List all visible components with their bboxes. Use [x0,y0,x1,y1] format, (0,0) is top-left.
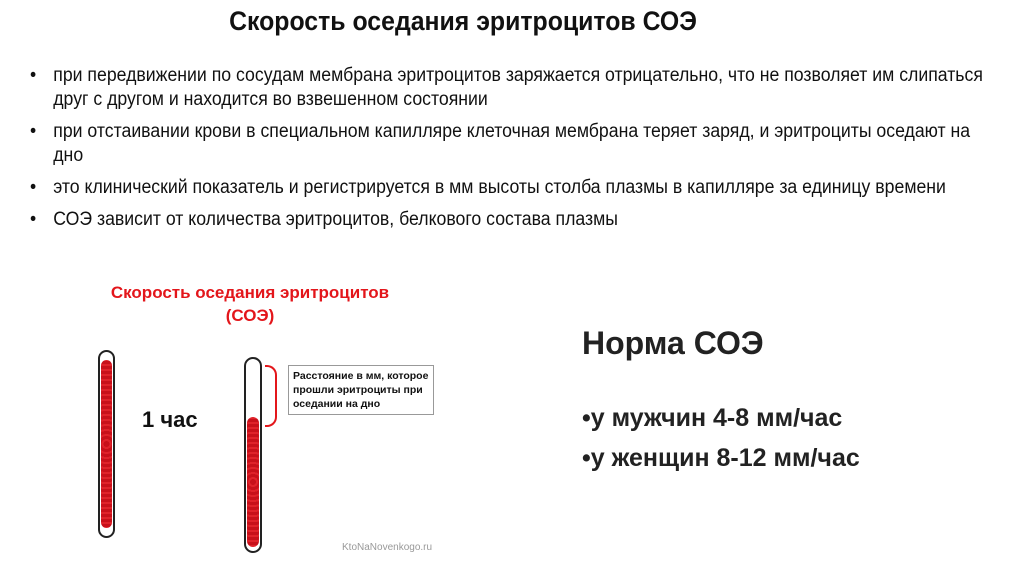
esr-illustration [60,275,440,570]
bracket-icon [265,365,277,427]
test-tube-before [98,350,115,538]
figure-title: Скорость оседания эритроцитов (СОЭ) [110,283,390,325]
norm-list [582,398,860,478]
bullet-item: • это клинический показатель и регистрируется в мм высоты столба плазмы в капилляре за единицу времени [30,176,983,200]
bullet-item: • при передвижении по сосудам мембрана эритроцитов заряжается отрицательно, что не позволяет им слипаться друг с другом и находится во взвешенном состоянии [30,64,983,112]
bullet-list [30,64,990,240]
norm-item-women: •у женщин 8-12 мм/час [582,444,860,472]
bullet-item: • при отстаивании крови в специальном капилляре клеточная мембрана теряет заряд, и эритроциты оседают на дно [30,120,983,168]
watermark: KtoNaNovenkogo.ru [342,542,433,553]
test-tube-after [244,357,262,553]
distance-note: Расстояние в мм, которое прошли эритроциты при оседании на дно [288,365,434,415]
slide-title: Скорость оседания эритроцитов СОЭ [229,6,697,36]
bullet-item: • СОЭ зависит от количества эритроцитов, белкового состава плазмы [30,208,983,232]
norm-item-men: •у мужчин 4-8 мм/час [582,404,843,432]
norm-heading: Норма СОЭ [582,325,764,361]
time-label: 1 час [142,407,198,432]
